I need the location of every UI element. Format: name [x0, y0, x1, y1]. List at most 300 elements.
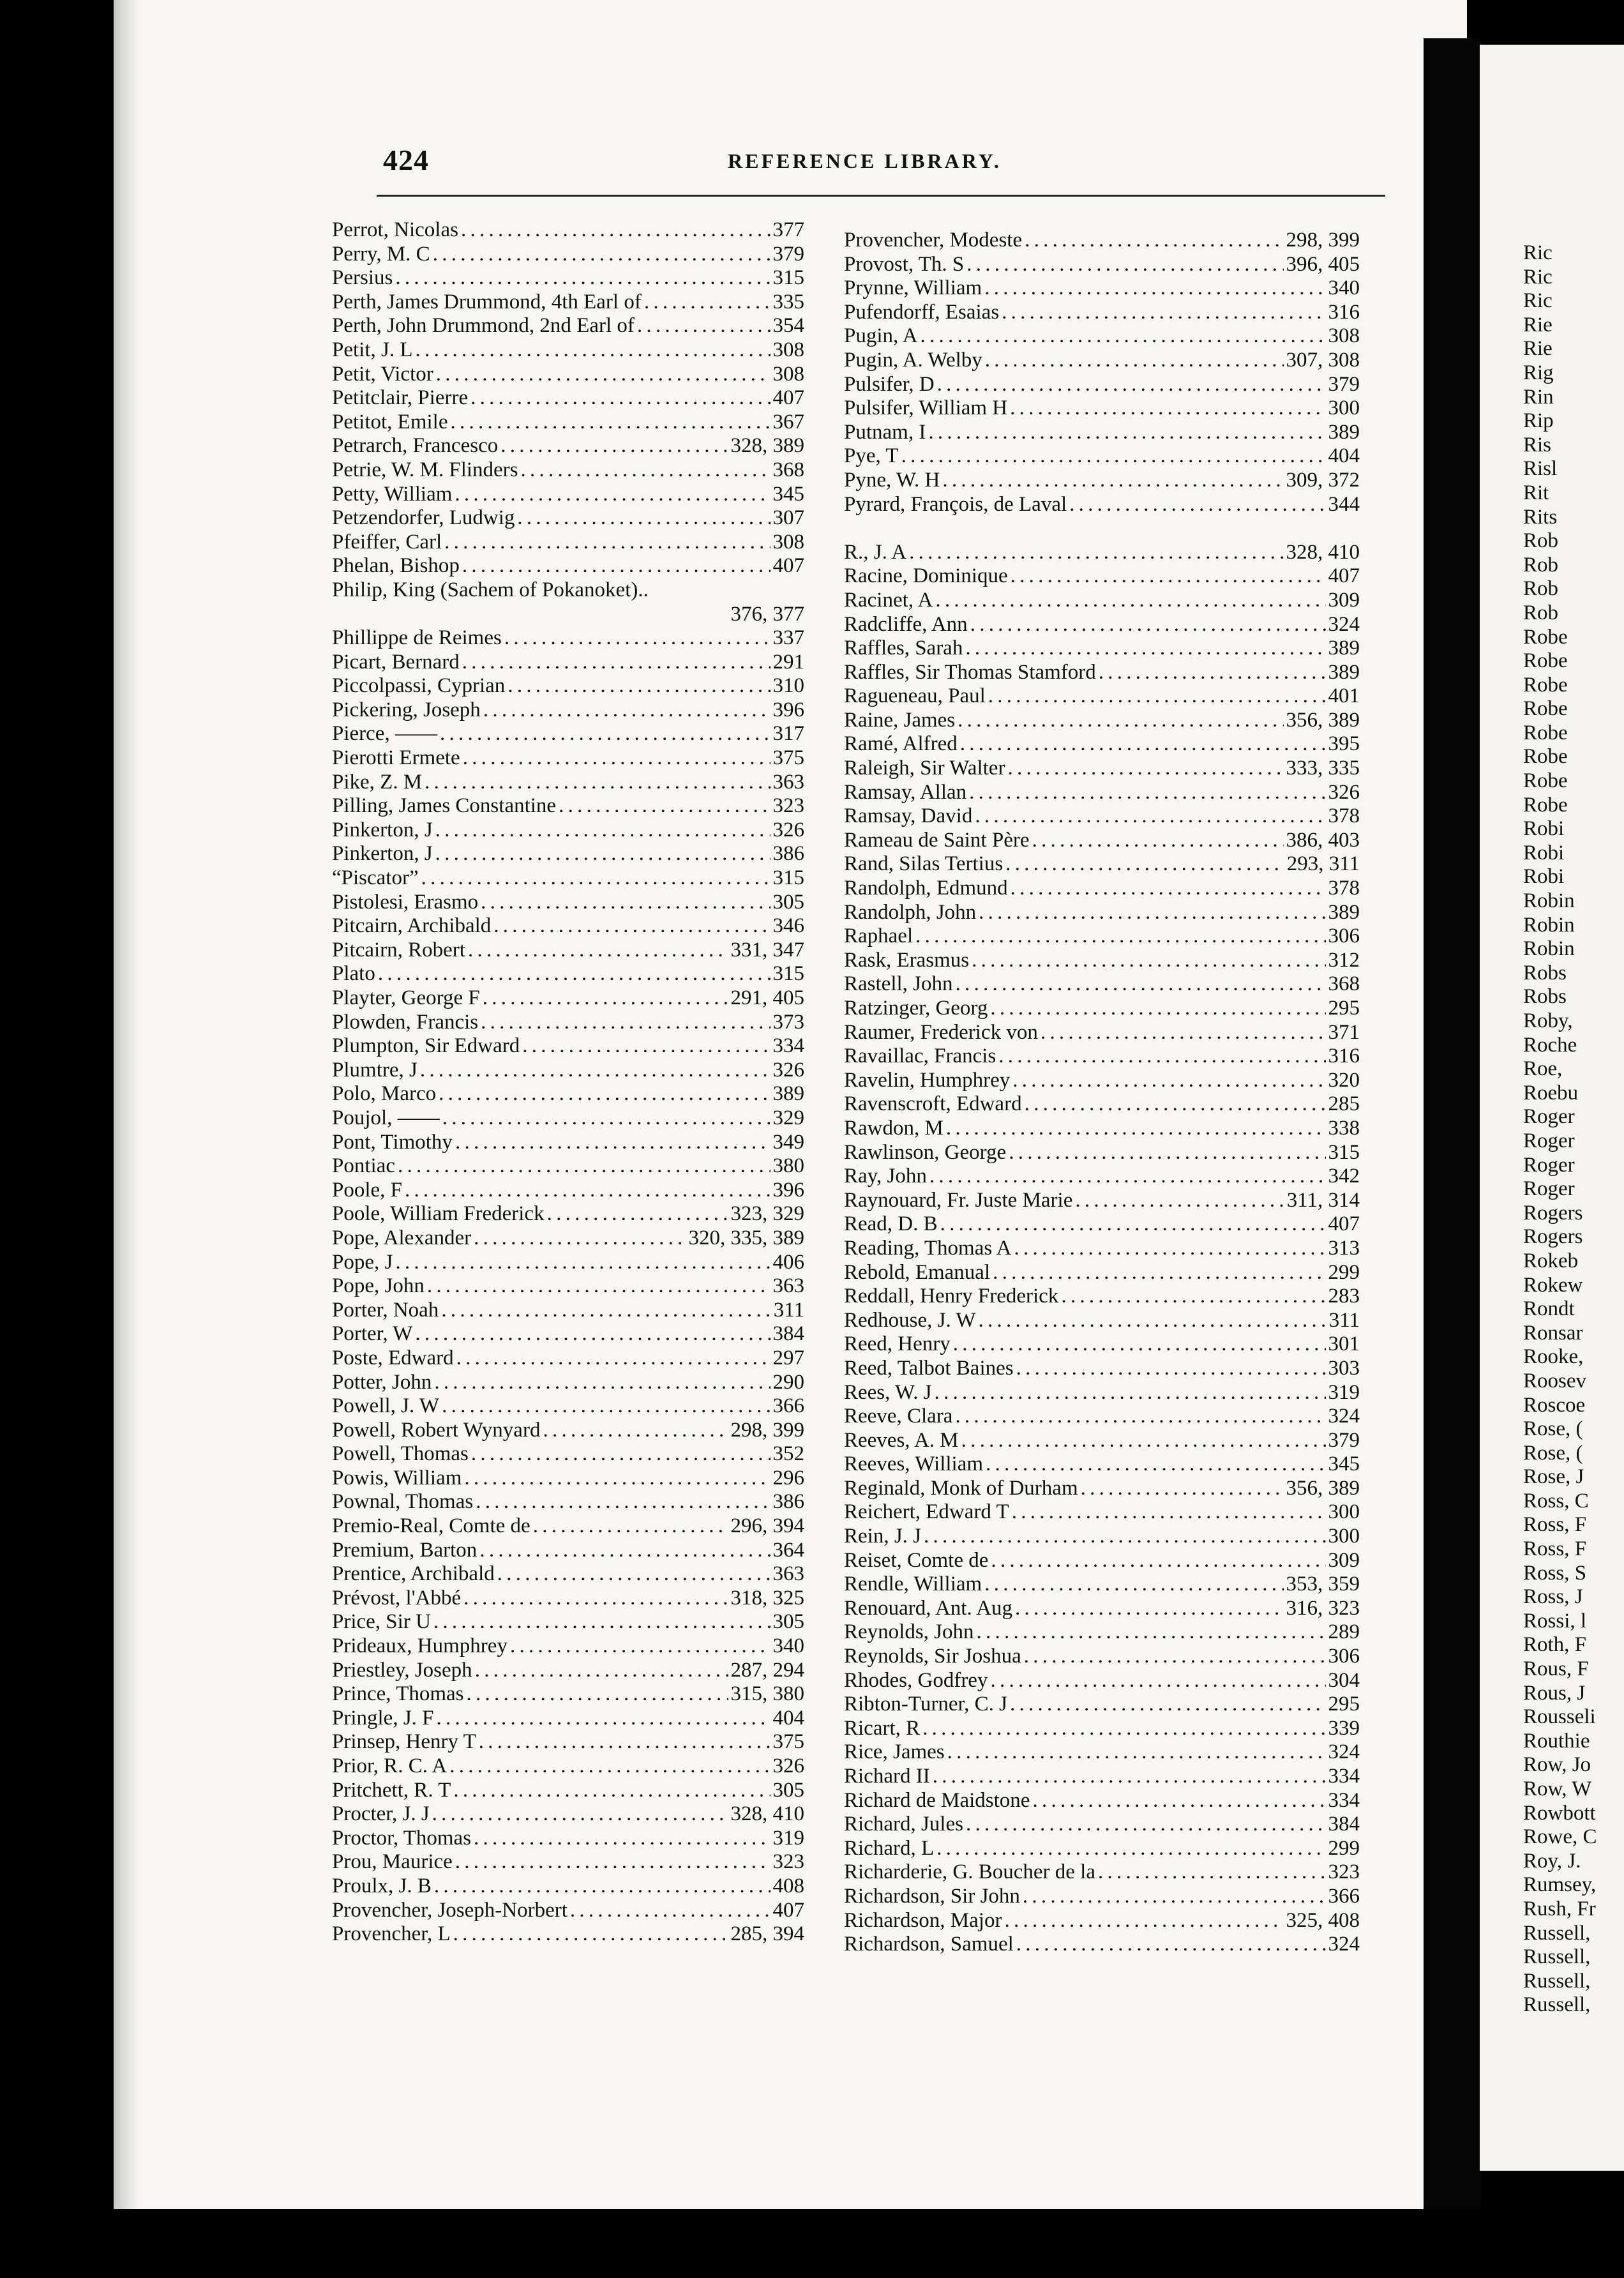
leader-dots [953, 1332, 1326, 1357]
entry-pages: 323 [772, 794, 804, 818]
index-entry [332, 1059, 804, 1083]
cropped-entry: Row, Jo [1523, 1753, 1591, 1777]
cropped-entry: Ross, C [1523, 1489, 1589, 1512]
cropped-entry: Rob [1523, 601, 1559, 624]
entry-pages: 285, 394 [730, 1922, 804, 1946]
entry-name: Rask, Erasmus [844, 948, 970, 972]
cropped-entry: Rokeb [1523, 1249, 1579, 1272]
entry-pages: 305 [772, 1778, 804, 1802]
entry-name: Raffles, Sir Thomas Stamford [844, 660, 1096, 684]
index-entry [332, 290, 804, 315]
leader-dots [984, 1573, 1283, 1597]
entry-name: Ravelin, Humphrey [844, 1068, 1011, 1092]
entry-pages: 364 [772, 1538, 804, 1562]
leader-dots [1025, 229, 1283, 253]
index-entry [844, 1117, 1360, 1141]
leader-dots [942, 469, 1283, 493]
running-head: REFERENCE LIBRARY. [728, 149, 1002, 172]
entry-pages: 356, 389 [1286, 708, 1360, 732]
entry-pages: 326 [772, 818, 804, 841]
index-entry [332, 266, 804, 290]
entry-name: Reddall, Henry Frederick [844, 1285, 1059, 1308]
entry-pages: 378 [1328, 877, 1360, 900]
entry-name: Petrie, W. M. Flinders [332, 458, 518, 481]
entry-pages: 396, 405 [1286, 252, 1360, 276]
leader-dots [979, 901, 1325, 925]
leader-dots [1032, 829, 1284, 853]
leader-dots [517, 506, 770, 531]
leader-dots [453, 1922, 728, 1947]
header-rule [377, 195, 1385, 197]
entry-name: Reynolds, John [844, 1620, 974, 1644]
index-entry [332, 794, 804, 818]
entry-name: Pope, Alexander [332, 1226, 472, 1249]
leader-dots [398, 1154, 771, 1179]
index-entry [844, 1189, 1360, 1213]
leader-dots [521, 458, 771, 483]
cropped-entry: Robi [1523, 817, 1565, 841]
index-entry [332, 626, 804, 651]
leader-dots [990, 1669, 1325, 1693]
index-entry [332, 1754, 804, 1779]
entry-pages: 309 [1328, 1548, 1360, 1572]
cropped-entry: Rokew [1523, 1273, 1583, 1297]
leader-dots [449, 1754, 770, 1779]
index-entry [844, 829, 1360, 853]
entry-pages: 298, 399 [730, 1418, 804, 1442]
entry-name: Pitcairn, Robert [332, 938, 465, 962]
leader-dots [444, 531, 770, 555]
entry-pages: 285 [1328, 1092, 1360, 1116]
entry-name: Procter, J. J [332, 1802, 430, 1826]
entry-name: Pierce, —— [332, 722, 437, 746]
leader-dots [559, 794, 770, 818]
leader-dots [928, 421, 1325, 445]
entry-name: Rees, W. J [844, 1380, 932, 1404]
entry-name: Randolph, Edmund [844, 877, 1008, 900]
leader-dots [395, 266, 770, 290]
entry-name: Perry, M. C [332, 242, 430, 266]
entry-name: Pope, John [332, 1274, 425, 1298]
entry-pages: 309, 372 [1286, 468, 1360, 492]
leader-dots [966, 253, 1283, 277]
entry-name: Plowden, Francis [332, 1010, 479, 1034]
entry-name: Provencher, L [332, 1922, 451, 1946]
leader-dots [909, 541, 1283, 565]
index-entry [332, 1154, 804, 1179]
leader-dots [433, 1610, 771, 1634]
index-entry [844, 661, 1360, 685]
entry-pages: 315 [772, 266, 804, 290]
entry-name: Pike, Z. M [332, 770, 423, 794]
entry-name: Provost, Th. S [844, 252, 965, 276]
entry-pages: 396 [772, 1178, 804, 1202]
index-entry [844, 1069, 1360, 1093]
leader-dots [1098, 1860, 1325, 1885]
leader-dots [1009, 1141, 1325, 1165]
entry-pages: 386 [772, 842, 804, 866]
entry-pages: 319 [772, 1826, 804, 1850]
index-entry [844, 469, 1360, 493]
index-entry [332, 771, 804, 795]
leader-dots [1012, 1069, 1325, 1093]
index-column-middle [844, 229, 1360, 1957]
index-entry [332, 1082, 804, 1106]
cropped-entry: Rush, Fr [1523, 1897, 1596, 1920]
index-entry [844, 421, 1360, 445]
leader-dots [998, 1045, 1325, 1069]
cropped-entry: Rob [1523, 553, 1559, 577]
leader-dots [935, 1381, 1326, 1405]
index-entry [332, 1802, 804, 1827]
entry-pages: 346 [772, 914, 804, 938]
index-entry [844, 1620, 1360, 1645]
cropped-entry: Robe [1523, 673, 1568, 697]
entry-name: Pfeiffer, Carl [332, 530, 442, 554]
index-entry [844, 493, 1360, 517]
index-entry [332, 506, 804, 531]
leader-dots [988, 684, 1326, 709]
entry-name: Poste, Edward [332, 1346, 454, 1369]
index-entry [332, 986, 804, 1011]
leader-dots [479, 1539, 770, 1563]
cropped-entry: Roby, [1523, 1009, 1573, 1032]
entry-pages: 289 [1328, 1620, 1360, 1644]
index-entry [332, 1490, 804, 1514]
leader-dots [420, 1059, 771, 1083]
cropped-entry: Russell, [1523, 1969, 1591, 1993]
index-entry [332, 1226, 804, 1251]
leader-dots [504, 626, 771, 651]
index-entry [332, 1539, 804, 1563]
entry-pages: 291 [772, 650, 804, 674]
leader-dots [425, 771, 770, 795]
index-entry [844, 1452, 1360, 1477]
entry-pages: 316 [1328, 300, 1360, 324]
entry-pages: 407 [772, 386, 804, 410]
index-entry [844, 613, 1360, 637]
entry-pages: 306 [1328, 1645, 1360, 1668]
index-entry [844, 564, 1360, 589]
leader-dots [475, 1659, 728, 1683]
entry-pages: 291, 405 [730, 986, 804, 1009]
entry-name: Poole, F [332, 1178, 403, 1202]
entry-name: Rameau de Saint Père [844, 828, 1030, 852]
entry-name: Playter, George F [332, 986, 480, 1009]
leader-dots [435, 842, 771, 866]
index-entry [332, 338, 804, 363]
cropped-entry: Roche [1523, 1033, 1577, 1057]
leader-dots [405, 1179, 770, 1203]
leader-dots [427, 1274, 771, 1299]
entry-pages: 334 [1328, 1765, 1360, 1788]
leader-dots [986, 1452, 1325, 1477]
index-entry [332, 1610, 804, 1634]
index-entry [332, 1131, 804, 1155]
entry-name: Petty, William [332, 482, 453, 506]
index-entry [844, 1429, 1360, 1453]
index-entry [332, 1179, 804, 1203]
leader-dots [960, 732, 1326, 757]
leader-dots [483, 986, 728, 1011]
leader-dots [432, 1802, 728, 1827]
leader-dots [1014, 1237, 1325, 1261]
entry-name: Rand, Silas Tertius [844, 852, 1004, 876]
index-entry [844, 804, 1360, 829]
entry-name: Ravaillac, Francis [844, 1045, 996, 1068]
leader-dots [915, 924, 1325, 949]
entry-pages: 315, 380 [730, 1682, 804, 1706]
index-entry [844, 301, 1360, 325]
entry-pages: 352 [772, 1442, 804, 1466]
entry-name: Rein, J. J [844, 1525, 922, 1548]
index-entry [332, 818, 804, 843]
entry-pages: 326 [1328, 780, 1360, 804]
entry-name: Prou, Maurice [332, 1850, 453, 1874]
entry-name: Petitot, Emile [332, 410, 448, 434]
entry-name: Randolph, John [844, 900, 977, 924]
leader-dots [1024, 1645, 1326, 1669]
entry-pages: 318, 325 [730, 1586, 804, 1610]
entry-name: Raleigh, Sir Walter [844, 757, 1005, 780]
entry-pages: 375 [772, 1730, 804, 1754]
entry-pages: 297 [772, 1346, 804, 1369]
entry-name: Raine, James [844, 708, 956, 732]
index-entry [332, 939, 804, 963]
leader-dots [543, 1419, 728, 1443]
entry-pages: 368 [772, 458, 804, 481]
index-entry [844, 997, 1360, 1021]
entry-name: Reeve, Clara [844, 1405, 953, 1428]
cropped-entry: Ronsar [1523, 1321, 1583, 1345]
entry-name: Pitcairn, Archibald [332, 914, 492, 938]
index-entry [332, 866, 804, 891]
entry-name: Richard II [844, 1765, 930, 1788]
entry-name: “Piscator” [332, 866, 419, 890]
cropped-entry: Robi [1523, 865, 1565, 889]
entry-pages: 379 [1328, 372, 1360, 396]
index-entry [332, 1394, 804, 1419]
entry-name: Ribton-Turner, C. J [844, 1693, 1007, 1716]
cropped-entry: Rin [1523, 385, 1554, 409]
index-entry [844, 1885, 1360, 1909]
leader-dots [1016, 1357, 1326, 1381]
leader-dots [956, 972, 1326, 997]
leader-dots [464, 1467, 770, 1491]
entry-name: Plato [332, 962, 375, 986]
entry-name: Pringle, J. F [332, 1706, 434, 1730]
leader-dots [474, 1827, 770, 1851]
leader-dots [1075, 1189, 1284, 1213]
leader-dots [946, 1117, 1326, 1141]
entry-name: Petzendorfer, Ludwig [332, 506, 515, 530]
entry-name: Perth, James Drummond, 4th Earl of [332, 290, 642, 313]
leader-dots [975, 804, 1325, 829]
entry-pages: 345 [772, 482, 804, 506]
entry-name: Pistolesi, Erasmo [332, 890, 479, 914]
index-entry [332, 578, 804, 603]
index-entry [332, 1779, 804, 1803]
entry-name: Rawdon, M [844, 1116, 944, 1140]
leader-dots [984, 276, 1325, 301]
cropped-entry: Roebu [1523, 1081, 1579, 1105]
entry-pages: 305 [772, 1610, 804, 1634]
entry-pages: 334 [772, 1034, 804, 1058]
index-entry [844, 1357, 1360, 1381]
entry-name: Polo, Marco [332, 1082, 437, 1106]
cropped-entry: Risl [1523, 457, 1558, 481]
entry-pages: 363 [772, 1274, 804, 1298]
entry-name: Reginald, Monk of Durham [844, 1476, 1078, 1500]
entry-name: Ratzinger, Georg [844, 997, 988, 1020]
entry-name: Prévost, l'Abbé [332, 1586, 462, 1610]
leader-dots [441, 1299, 771, 1323]
entry-name: Premio-Real, Comte de [332, 1514, 530, 1538]
entry-name: Ramsay, David [844, 804, 973, 828]
leader-dots [455, 1131, 771, 1155]
entry-name: Rhodes, Godfrey [844, 1668, 988, 1692]
index-entry [332, 722, 804, 746]
entry-pages: 316, 323 [1286, 1596, 1360, 1620]
leader-dots [1023, 1885, 1326, 1909]
entry-pages: 307, 308 [1286, 348, 1360, 372]
entry-pages: 406 [772, 1250, 804, 1274]
index-entry [332, 1274, 804, 1299]
cropped-entry: Ross, F [1523, 1537, 1587, 1561]
entry-name: Pontiac [332, 1154, 395, 1178]
index-entry [332, 1322, 804, 1346]
leader-dots [462, 651, 771, 675]
entry-name: R., J. A [844, 540, 907, 564]
leader-dots [440, 722, 771, 746]
leader-dots [972, 949, 1325, 973]
entry-name: Rastell, John [844, 972, 953, 996]
entry-pages: 377 [772, 218, 804, 241]
entry-name: Perrot, Nicolas [332, 218, 458, 241]
entry-pages: 334 [1328, 1788, 1360, 1812]
cropped-entry: Ross, J [1523, 1585, 1583, 1609]
entry-pages: 337 [772, 626, 804, 650]
leader-dots [937, 373, 1326, 397]
entry-pages: 319 [1328, 1380, 1360, 1404]
index-entry [844, 1525, 1360, 1549]
leader-dots [1061, 1285, 1325, 1309]
entry-pages: 373 [772, 1010, 804, 1034]
leader-dots [1041, 1021, 1326, 1045]
entry-pages: 320 [1328, 1068, 1360, 1092]
index-entry [844, 924, 1360, 949]
leader-dots [1007, 757, 1283, 781]
entry-name: Prentice, Archibald [332, 1562, 495, 1586]
entry-name: Reed, Talbot Baines [844, 1356, 1014, 1380]
index-entry [844, 1237, 1360, 1261]
entry-name: Read, D. B [844, 1212, 938, 1236]
entry-pages: 407 [772, 554, 804, 578]
leader-dots [442, 1106, 771, 1131]
leader-dots [965, 637, 1325, 661]
cropped-entry: Russell, [1523, 1921, 1591, 1945]
entry-name: Powell, Robert Wynyard [332, 1418, 541, 1442]
index-entry [844, 852, 1360, 877]
entry-pages: 386, 403 [1286, 828, 1360, 852]
cropped-entry: Robin [1523, 889, 1575, 913]
entry-name: Pilling, James Constantine [332, 794, 557, 818]
index-entry [844, 1165, 1360, 1189]
entry-pages: 404 [772, 1706, 804, 1730]
leader-dots [985, 349, 1284, 373]
entry-pages: 329 [772, 1106, 804, 1129]
entry-pages: 335 [772, 290, 804, 313]
entry-pages: 408 [772, 1874, 804, 1897]
entry-pages: 404 [1328, 444, 1360, 468]
entry-pages: 311, 314 [1286, 1188, 1360, 1212]
entry-name: Richardson, Sir John [844, 1884, 1020, 1908]
cropped-entry: Rousseli [1523, 1705, 1596, 1729]
entry-name: Rice, James [844, 1740, 945, 1764]
entry-pages: 315 [772, 962, 804, 986]
entry-pages: 299 [1328, 1836, 1360, 1860]
entry-pages: 345 [1328, 1452, 1360, 1476]
entry-pages: 324 [1328, 612, 1360, 636]
index-entry [844, 1933, 1360, 1957]
entry-name: Reichert, Edward T [844, 1500, 1009, 1524]
index-entry [844, 1285, 1360, 1309]
entry-name: Prideaux, Humphrey [332, 1634, 508, 1658]
leader-dots [1025, 1092, 1326, 1117]
index-entry [844, 1860, 1360, 1885]
index-column-left [332, 218, 804, 1947]
entry-name: Pritchett, R. T [332, 1778, 451, 1802]
entry-name: Ravenscroft, Edward [844, 1092, 1022, 1116]
entry-name: Proctor, Thomas [332, 1826, 472, 1850]
entry-pages: 298, 399 [1286, 229, 1360, 252]
entry-pages: 344 [1328, 492, 1360, 516]
entry-pages: 326 [772, 1058, 804, 1082]
entry-pages: 308 [1328, 324, 1360, 348]
entry-name: Premium, Barton [332, 1538, 477, 1562]
entry-name: Rawlinson, George [844, 1140, 1007, 1164]
entry-name: Pinkerton, J [332, 842, 433, 866]
entry-name: Philip, King (Sachem of Pokanoket).. [332, 578, 649, 601]
entry-pages: 300 [1328, 1525, 1360, 1548]
entry-pages: 324 [1328, 1405, 1360, 1428]
cropped-entry: Routhie [1523, 1729, 1590, 1753]
leader-dots [462, 554, 771, 578]
cropped-entry: Rie [1523, 337, 1553, 361]
leader-dots [416, 338, 771, 363]
entry-pages: 328, 389 [730, 434, 804, 458]
leader-dots [961, 1429, 1326, 1453]
entry-name: Richardson, Samuel [844, 1933, 1014, 1956]
cropped-entry: Rose, J [1523, 1465, 1584, 1489]
index-entry [844, 1693, 1360, 1717]
cropped-entry: Ric [1523, 265, 1553, 289]
entry-pages: 310 [772, 674, 804, 698]
entry-pages: 353, 359 [1286, 1573, 1360, 1596]
index-entry [844, 684, 1360, 709]
index-entry [844, 1789, 1360, 1813]
entry-pages: 367 [772, 410, 804, 434]
entry-pages: 295 [1328, 997, 1360, 1020]
index-entry [844, 373, 1360, 397]
cropped-entry: Rogers [1523, 1201, 1583, 1225]
entry-pages: 396 [772, 698, 804, 721]
cropped-entry: Rose, ( [1523, 1441, 1583, 1465]
leader-dots [979, 1309, 1327, 1333]
index-entry [332, 651, 804, 675]
index-entry [332, 674, 804, 698]
leader-dots [463, 746, 771, 771]
